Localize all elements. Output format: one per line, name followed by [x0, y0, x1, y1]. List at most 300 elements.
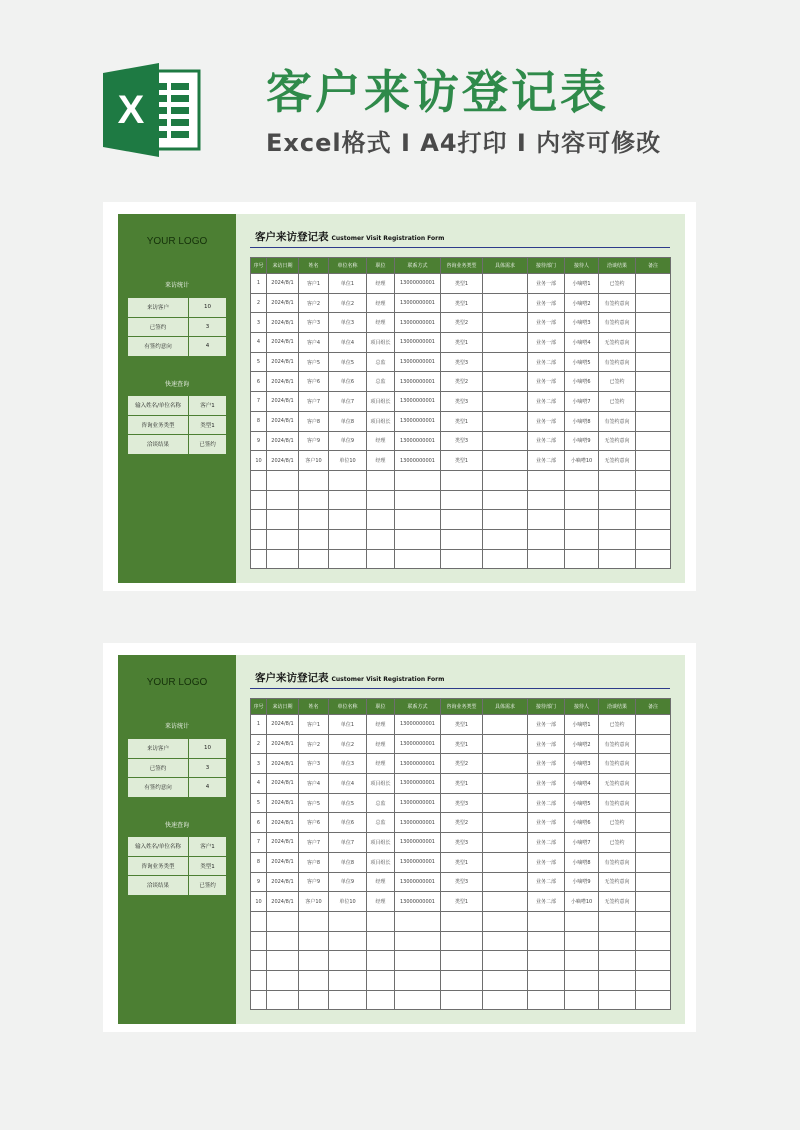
- table-cell[interactable]: 小嘀嗒3: [565, 313, 599, 333]
- table-cell[interactable]: 经理: [367, 872, 395, 892]
- table-cell[interactable]: [483, 715, 528, 735]
- table-cell[interactable]: 小嘀嗒7: [565, 392, 599, 412]
- table-cell[interactable]: [483, 754, 528, 774]
- table-cell[interactable]: [599, 470, 636, 490]
- table-cell[interactable]: 业务一部: [528, 274, 565, 294]
- table-cell[interactable]: [636, 392, 671, 412]
- table-cell[interactable]: 小嘀嗒9: [565, 872, 599, 892]
- table-cell[interactable]: 单位7: [329, 833, 367, 853]
- table-cell[interactable]: 单位5: [329, 793, 367, 813]
- table-cell[interactable]: 13000000001: [395, 333, 441, 353]
- table-cell[interactable]: 无签约意向: [599, 333, 636, 353]
- table-cell[interactable]: 小嘀嗒4: [565, 333, 599, 353]
- table-cell[interactable]: [483, 951, 528, 971]
- table-cell[interactable]: 9: [251, 872, 267, 892]
- table-cell[interactable]: 经理: [367, 734, 395, 754]
- table-cell[interactable]: 2024/8/1: [267, 313, 299, 333]
- table-cell[interactable]: 类型1: [441, 451, 483, 471]
- table-cell[interactable]: 总监: [367, 813, 395, 833]
- table-cell[interactable]: 7: [251, 392, 267, 412]
- table-cell[interactable]: [565, 490, 599, 510]
- table-cell[interactable]: 小嘀嗒8: [565, 411, 599, 431]
- table-cell[interactable]: 小嘀嗒2: [565, 293, 599, 313]
- table-cell[interactable]: 业务一部: [528, 293, 565, 313]
- table-cell[interactable]: 客户4: [299, 333, 329, 353]
- table-cell[interactable]: 6: [251, 813, 267, 833]
- table-cell[interactable]: 1: [251, 274, 267, 294]
- table-cell[interactable]: [483, 872, 528, 892]
- table-cell[interactable]: [395, 529, 441, 549]
- table-cell[interactable]: 8: [251, 411, 267, 431]
- table-cell[interactable]: [483, 931, 528, 951]
- table-cell[interactable]: [395, 970, 441, 990]
- table-cell[interactable]: 经理: [367, 313, 395, 333]
- table-cell[interactable]: 类型1: [441, 734, 483, 754]
- table-cell[interactable]: [251, 470, 267, 490]
- table-cell[interactable]: [636, 852, 671, 872]
- table-cell[interactable]: [636, 715, 671, 735]
- table-cell[interactable]: [599, 510, 636, 530]
- table-cell[interactable]: 3: [251, 754, 267, 774]
- table-cell[interactable]: 业务一部: [528, 372, 565, 392]
- table-cell[interactable]: [636, 970, 671, 990]
- table-cell[interactable]: [483, 274, 528, 294]
- table-cell[interactable]: 客户5: [299, 352, 329, 372]
- table-cell[interactable]: [599, 490, 636, 510]
- table-cell[interactable]: [267, 990, 299, 1010]
- table-cell[interactable]: 业务二部: [528, 793, 565, 813]
- table-cell[interactable]: [636, 411, 671, 431]
- table-cell[interactable]: [636, 490, 671, 510]
- table-cell[interactable]: 2024/8/1: [267, 333, 299, 353]
- table-cell[interactable]: [565, 990, 599, 1010]
- table-cell[interactable]: [329, 470, 367, 490]
- table-cell[interactable]: 客户4: [299, 774, 329, 794]
- table-cell[interactable]: 业务一部: [528, 813, 565, 833]
- table-cell[interactable]: 经理: [367, 451, 395, 471]
- table-cell[interactable]: 类型3: [441, 793, 483, 813]
- table-cell[interactable]: [267, 951, 299, 971]
- table-cell[interactable]: [367, 951, 395, 971]
- table-cell[interactable]: 类型2: [441, 372, 483, 392]
- table-cell[interactable]: [483, 470, 528, 490]
- table-cell[interactable]: 业务二部: [528, 352, 565, 372]
- table-cell[interactable]: [565, 529, 599, 549]
- table-cell[interactable]: 项目组长: [367, 411, 395, 431]
- table-cell[interactable]: [329, 510, 367, 530]
- table-cell[interactable]: [636, 372, 671, 392]
- table-cell[interactable]: 业务二部: [528, 451, 565, 471]
- table-cell[interactable]: 2024/8/1: [267, 411, 299, 431]
- table-cell[interactable]: 单位10: [329, 451, 367, 471]
- table-cell[interactable]: 类型1: [441, 333, 483, 353]
- table-cell[interactable]: 已签约: [599, 813, 636, 833]
- table-cell[interactable]: 类型3: [441, 431, 483, 451]
- table-cell[interactable]: 业务一部: [528, 313, 565, 333]
- table-cell[interactable]: [483, 333, 528, 353]
- table-cell[interactable]: 类型1: [441, 274, 483, 294]
- table-cell[interactable]: [267, 970, 299, 990]
- table-cell[interactable]: [441, 470, 483, 490]
- table-cell[interactable]: [441, 529, 483, 549]
- table-cell[interactable]: [329, 549, 367, 569]
- table-cell[interactable]: 13000000001: [395, 734, 441, 754]
- table-cell[interactable]: [636, 470, 671, 490]
- table-cell[interactable]: [483, 813, 528, 833]
- table-cell[interactable]: 无签约意向: [599, 872, 636, 892]
- table-cell[interactable]: 2024/8/1: [267, 715, 299, 735]
- table-cell[interactable]: 客户9: [299, 872, 329, 892]
- table-cell[interactable]: 2024/8/1: [267, 274, 299, 294]
- table-cell[interactable]: 2024/8/1: [267, 352, 299, 372]
- table-cell[interactable]: 总监: [367, 793, 395, 813]
- table-cell[interactable]: 2024/8/1: [267, 833, 299, 853]
- table-cell[interactable]: [299, 470, 329, 490]
- table-cell[interactable]: 业务二部: [528, 892, 565, 912]
- table-cell[interactable]: 业务一部: [528, 411, 565, 431]
- table-cell[interactable]: 客户2: [299, 734, 329, 754]
- table-cell[interactable]: 2024/8/1: [267, 372, 299, 392]
- table-cell[interactable]: [565, 970, 599, 990]
- table-cell[interactable]: [251, 549, 267, 569]
- table-cell[interactable]: [565, 549, 599, 569]
- table-cell[interactable]: [299, 911, 329, 931]
- table-cell[interactable]: 13000000001: [395, 411, 441, 431]
- table-cell[interactable]: [395, 931, 441, 951]
- table-cell[interactable]: [299, 970, 329, 990]
- table-cell[interactable]: [329, 911, 367, 931]
- table-cell[interactable]: [636, 529, 671, 549]
- table-cell[interactable]: 2024/8/1: [267, 872, 299, 892]
- table-cell[interactable]: 13000000001: [395, 833, 441, 853]
- table-cell[interactable]: [395, 911, 441, 931]
- table-cell[interactable]: 单位5: [329, 352, 367, 372]
- table-cell[interactable]: [636, 931, 671, 951]
- table-cell[interactable]: 小嘀嗒1: [565, 715, 599, 735]
- table-cell[interactable]: 类型1: [441, 892, 483, 912]
- table-cell[interactable]: [483, 970, 528, 990]
- table-cell[interactable]: 小嘀嗒10: [565, 892, 599, 912]
- table-cell[interactable]: [395, 951, 441, 971]
- table-cell[interactable]: 小嘀嗒5: [565, 352, 599, 372]
- table-cell[interactable]: [636, 333, 671, 353]
- table-cell[interactable]: [267, 911, 299, 931]
- query-input[interactable]: 客户1: [189, 837, 227, 857]
- table-cell[interactable]: [636, 510, 671, 530]
- table-cell[interactable]: 类型1: [441, 774, 483, 794]
- table-cell[interactable]: 客户8: [299, 852, 329, 872]
- table-cell[interactable]: 单位1: [329, 715, 367, 735]
- table-cell[interactable]: [267, 470, 299, 490]
- table-cell[interactable]: 类型3: [441, 872, 483, 892]
- table-cell[interactable]: [483, 833, 528, 853]
- table-cell[interactable]: [565, 510, 599, 530]
- table-cell[interactable]: [483, 372, 528, 392]
- table-cell[interactable]: [329, 931, 367, 951]
- table-cell[interactable]: [483, 392, 528, 412]
- table-cell[interactable]: 5: [251, 352, 267, 372]
- table-cell[interactable]: [483, 313, 528, 333]
- table-cell[interactable]: [267, 510, 299, 530]
- table-cell[interactable]: 小嘀嗒6: [565, 372, 599, 392]
- table-cell[interactable]: 单位6: [329, 813, 367, 833]
- table-cell[interactable]: [251, 970, 267, 990]
- table-cell[interactable]: [599, 951, 636, 971]
- table-cell[interactable]: [565, 911, 599, 931]
- table-cell[interactable]: 13000000001: [395, 293, 441, 313]
- table-cell[interactable]: 有签约意向: [599, 793, 636, 813]
- table-cell[interactable]: [636, 892, 671, 912]
- table-cell[interactable]: 单位8: [329, 411, 367, 431]
- table-cell[interactable]: [483, 774, 528, 794]
- table-cell[interactable]: 业务一部: [528, 754, 565, 774]
- table-cell[interactable]: [251, 510, 267, 530]
- table-cell[interactable]: 类型2: [441, 754, 483, 774]
- table-cell[interactable]: [483, 352, 528, 372]
- table-cell[interactable]: 13000000001: [395, 754, 441, 774]
- table-cell[interactable]: 客户6: [299, 372, 329, 392]
- table-cell[interactable]: 类型2: [441, 313, 483, 333]
- table-cell[interactable]: 13000000001: [395, 813, 441, 833]
- table-cell[interactable]: 2: [251, 293, 267, 313]
- table-cell[interactable]: 客户8: [299, 411, 329, 431]
- table-cell[interactable]: 13000000001: [395, 274, 441, 294]
- table-cell[interactable]: [636, 754, 671, 774]
- table-cell[interactable]: [636, 549, 671, 569]
- table-cell[interactable]: [299, 931, 329, 951]
- table-cell[interactable]: 客户5: [299, 793, 329, 813]
- table-cell[interactable]: 小嘀嗒7: [565, 833, 599, 853]
- table-cell[interactable]: 2024/8/1: [267, 892, 299, 912]
- table-cell[interactable]: [528, 990, 565, 1010]
- table-cell[interactable]: [395, 549, 441, 569]
- table-cell[interactable]: 单位4: [329, 333, 367, 353]
- table-cell[interactable]: 小嘀嗒4: [565, 774, 599, 794]
- table-cell[interactable]: 单位4: [329, 774, 367, 794]
- table-cell[interactable]: 有签约意向: [599, 293, 636, 313]
- table-cell[interactable]: [483, 411, 528, 431]
- table-cell[interactable]: 已签约: [599, 392, 636, 412]
- table-cell[interactable]: 客户7: [299, 392, 329, 412]
- table-cell[interactable]: 单位2: [329, 734, 367, 754]
- table-cell[interactable]: 2024/8/1: [267, 813, 299, 833]
- table-cell[interactable]: 小嘀嗒8: [565, 852, 599, 872]
- table-cell[interactable]: [299, 490, 329, 510]
- table-cell[interactable]: 业务二部: [528, 833, 565, 853]
- table-cell[interactable]: 4: [251, 333, 267, 353]
- table-cell[interactable]: 项目组长: [367, 333, 395, 353]
- table-cell[interactable]: [483, 451, 528, 471]
- table-cell[interactable]: [395, 490, 441, 510]
- query-input[interactable]: 已签约: [189, 435, 227, 455]
- table-cell[interactable]: 有签约意向: [599, 352, 636, 372]
- table-cell[interactable]: [636, 293, 671, 313]
- table-cell[interactable]: [367, 990, 395, 1010]
- table-cell[interactable]: [251, 911, 267, 931]
- table-cell[interactable]: 客户3: [299, 754, 329, 774]
- table-cell[interactable]: [267, 490, 299, 510]
- table-cell[interactable]: 已签约: [599, 833, 636, 853]
- table-cell[interactable]: [483, 549, 528, 569]
- table-cell[interactable]: 9: [251, 431, 267, 451]
- table-cell[interactable]: 1: [251, 715, 267, 735]
- table-cell[interactable]: [483, 293, 528, 313]
- table-cell[interactable]: 业务一部: [528, 333, 565, 353]
- table-cell[interactable]: 客户10: [299, 451, 329, 471]
- table-cell[interactable]: [267, 549, 299, 569]
- table-cell[interactable]: 项目组长: [367, 833, 395, 853]
- table-cell[interactable]: 10: [251, 451, 267, 471]
- table-cell[interactable]: 有签约意向: [599, 754, 636, 774]
- table-cell[interactable]: 类型3: [441, 833, 483, 853]
- table-cell[interactable]: [329, 490, 367, 510]
- table-cell[interactable]: [636, 813, 671, 833]
- table-cell[interactable]: 项目组长: [367, 852, 395, 872]
- table-cell[interactable]: 单位9: [329, 872, 367, 892]
- table-cell[interactable]: [599, 529, 636, 549]
- table-cell[interactable]: [441, 970, 483, 990]
- table-cell[interactable]: [528, 510, 565, 530]
- table-cell[interactable]: [565, 470, 599, 490]
- table-cell[interactable]: 13000000001: [395, 431, 441, 451]
- table-cell[interactable]: 单位8: [329, 852, 367, 872]
- table-cell[interactable]: [367, 549, 395, 569]
- table-cell[interactable]: 有签约意向: [599, 734, 636, 754]
- table-cell[interactable]: [636, 451, 671, 471]
- table-cell[interactable]: 13000000001: [395, 793, 441, 813]
- table-cell[interactable]: 10: [251, 892, 267, 912]
- table-cell[interactable]: 无签约意向: [599, 451, 636, 471]
- table-cell[interactable]: 小嘀嗒6: [565, 813, 599, 833]
- table-cell[interactable]: [329, 529, 367, 549]
- table-cell[interactable]: 小嘀嗒1: [565, 274, 599, 294]
- table-cell[interactable]: 2024/8/1: [267, 431, 299, 451]
- table-cell[interactable]: 经理: [367, 892, 395, 912]
- table-cell[interactable]: 有签约意向: [599, 313, 636, 333]
- table-cell[interactable]: 总监: [367, 372, 395, 392]
- table-cell[interactable]: 2024/8/1: [267, 774, 299, 794]
- table-cell[interactable]: [329, 970, 367, 990]
- table-cell[interactable]: [636, 833, 671, 853]
- table-cell[interactable]: 类型1: [441, 411, 483, 431]
- table-cell[interactable]: 无签约意向: [599, 774, 636, 794]
- table-cell[interactable]: 13000000001: [395, 392, 441, 412]
- table-cell[interactable]: 业务一部: [528, 774, 565, 794]
- table-cell[interactable]: [636, 313, 671, 333]
- table-cell[interactable]: 2024/8/1: [267, 754, 299, 774]
- query-input[interactable]: 类型1: [189, 415, 227, 435]
- table-cell[interactable]: [267, 931, 299, 951]
- table-cell[interactable]: [441, 549, 483, 569]
- table-cell[interactable]: [367, 510, 395, 530]
- table-cell[interactable]: 13000000001: [395, 852, 441, 872]
- table-cell[interactable]: 13000000001: [395, 313, 441, 333]
- table-cell[interactable]: [528, 931, 565, 951]
- table-cell[interactable]: 2024/8/1: [267, 793, 299, 813]
- table-cell[interactable]: 13000000001: [395, 372, 441, 392]
- table-cell[interactable]: [636, 872, 671, 892]
- table-cell[interactable]: 2024/8/1: [267, 392, 299, 412]
- table-cell[interactable]: 有签约意向: [599, 411, 636, 431]
- table-cell[interactable]: 类型1: [441, 293, 483, 313]
- table-cell[interactable]: 单位2: [329, 293, 367, 313]
- table-cell[interactable]: 客户1: [299, 274, 329, 294]
- table-cell[interactable]: [299, 990, 329, 1010]
- table-cell[interactable]: 业务一部: [528, 852, 565, 872]
- table-cell[interactable]: 客户10: [299, 892, 329, 912]
- table-cell[interactable]: [367, 970, 395, 990]
- table-cell[interactable]: 已签约: [599, 274, 636, 294]
- table-cell[interactable]: 8: [251, 852, 267, 872]
- table-cell[interactable]: 已签约: [599, 715, 636, 735]
- table-cell[interactable]: [483, 990, 528, 1010]
- table-cell[interactable]: 经理: [367, 754, 395, 774]
- table-cell[interactable]: 项目组长: [367, 392, 395, 412]
- table-cell[interactable]: [251, 529, 267, 549]
- table-cell[interactable]: 13000000001: [395, 715, 441, 735]
- table-cell[interactable]: [395, 990, 441, 1010]
- table-cell[interactable]: 经理: [367, 274, 395, 294]
- table-cell[interactable]: 2024/8/1: [267, 852, 299, 872]
- table-cell[interactable]: [441, 931, 483, 951]
- table-cell[interactable]: [483, 510, 528, 530]
- table-cell[interactable]: [395, 470, 441, 490]
- table-cell[interactable]: [599, 970, 636, 990]
- table-cell[interactable]: [636, 951, 671, 971]
- table-cell[interactable]: 小嘀嗒2: [565, 734, 599, 754]
- table-cell[interactable]: 客户7: [299, 833, 329, 853]
- table-cell[interactable]: [299, 510, 329, 530]
- table-cell[interactable]: [636, 990, 671, 1010]
- table-cell[interactable]: [636, 274, 671, 294]
- table-cell[interactable]: 总监: [367, 352, 395, 372]
- table-cell[interactable]: 13000000001: [395, 892, 441, 912]
- table-cell[interactable]: 2024/8/1: [267, 293, 299, 313]
- query-input[interactable]: 类型1: [189, 856, 227, 876]
- table-cell[interactable]: [599, 931, 636, 951]
- table-cell[interactable]: 客户9: [299, 431, 329, 451]
- table-cell[interactable]: 业务一部: [528, 715, 565, 735]
- table-cell[interactable]: [636, 734, 671, 754]
- table-cell[interactable]: [483, 793, 528, 813]
- table-cell[interactable]: [528, 529, 565, 549]
- table-cell[interactable]: 单位9: [329, 431, 367, 451]
- table-cell[interactable]: 客户3: [299, 313, 329, 333]
- table-cell[interactable]: [299, 549, 329, 569]
- table-cell[interactable]: [441, 990, 483, 1010]
- table-cell[interactable]: 13000000001: [395, 774, 441, 794]
- table-cell[interactable]: [441, 911, 483, 931]
- table-cell[interactable]: [528, 970, 565, 990]
- table-cell[interactable]: 13000000001: [395, 872, 441, 892]
- table-cell[interactable]: [636, 911, 671, 931]
- table-cell[interactable]: 已签约: [599, 372, 636, 392]
- table-cell[interactable]: 客户1: [299, 715, 329, 735]
- table-cell[interactable]: 客户2: [299, 293, 329, 313]
- table-cell[interactable]: [441, 510, 483, 530]
- table-cell[interactable]: 单位10: [329, 892, 367, 912]
- table-cell[interactable]: [483, 529, 528, 549]
- query-input[interactable]: 客户1: [189, 396, 227, 416]
- table-cell[interactable]: 无签约意向: [599, 892, 636, 912]
- table-cell[interactable]: [599, 911, 636, 931]
- table-cell[interactable]: [528, 911, 565, 931]
- table-cell[interactable]: [299, 529, 329, 549]
- table-cell[interactable]: [251, 990, 267, 1010]
- table-cell[interactable]: [636, 352, 671, 372]
- query-input[interactable]: 已签约: [189, 876, 227, 896]
- table-cell[interactable]: 类型3: [441, 392, 483, 412]
